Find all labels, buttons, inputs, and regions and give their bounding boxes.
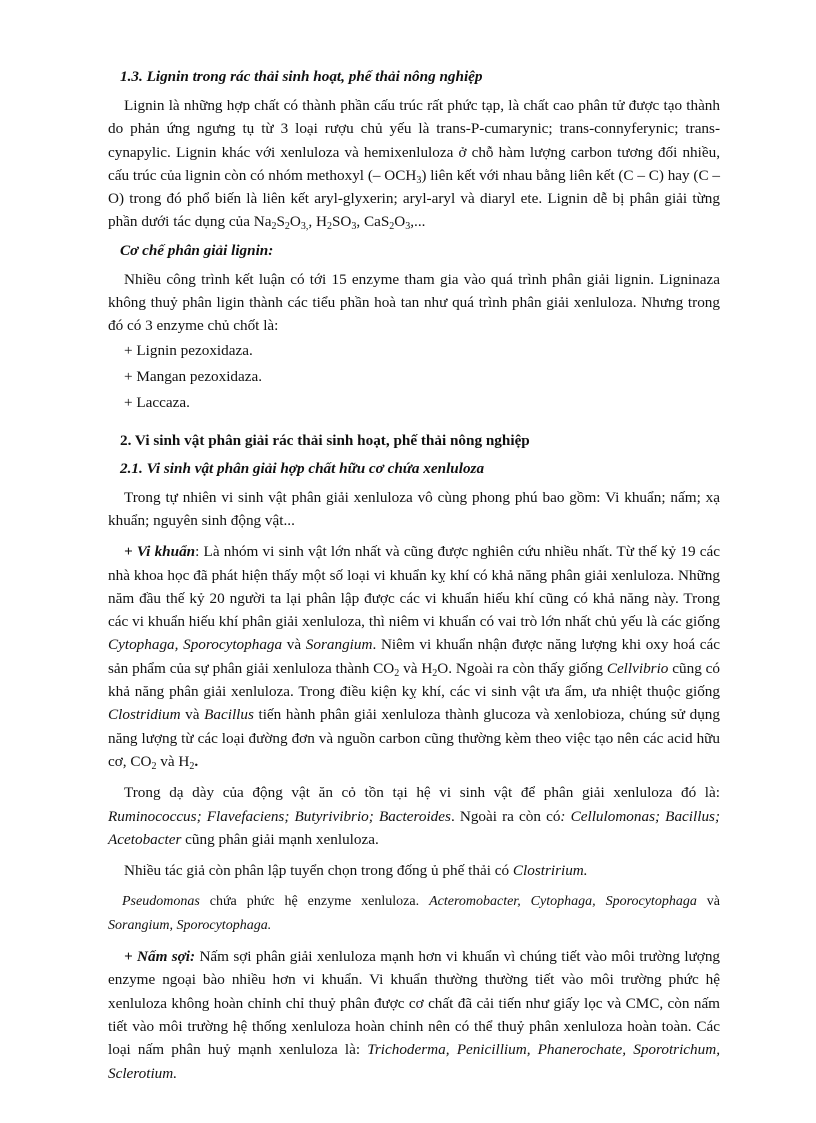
paragraph-lignin-structure: Lignin là những hợp chất có thành phần cấu trúc rất phức tạp, là chất cao phân tử được tạo thành do phản ứng ngưng tụ từ 3 loại rượu chủ yếu là trans-P-cumarynic; trans-connyferynic; trans-cynapylic. Lignin khác với xenluloza và hemixenluloza ở chỗ hàm lượng carbon tương đối nhiều, cấu trúc của lignin còn có nhóm methoxyl (– $OCH_3$) liên kết với nhau bằng liên kết (C – C) hay (C – O) trong đó phổ biến là liên kết aryl-glyxerin; aryl-aryl và diaryl ete. Lignin dễ bị phân giải từng phần dưới tác dụng của $Na_2S_2O_{3,}$, $H_2SO_3$, $CaS_2O_3$,... — [108, 97, 721, 233]
list-item: + Lignin pezoxidaza. — [124, 341, 253, 359]
section-heading-2-1: 2.1. Vi sinh vật phân giải hợp chất hữu cơ chứa xenluloza — [120, 459, 485, 477]
document-page — [108, 66, 720, 1085]
paragraph-cellulose-microbes: Trong tự nhiên vi sinh vật phân giải xenluloza vô cùng phong phú bao gồm: Vi khuẩn; nấm; xạ khuẩn; nguyên sinh động vật... — [108, 488, 720, 529]
paragraph-pseudomonas: Pseudomonas chứa phức hệ enzyme xenluloza. Acteromobacter, Cytophaga, Sporocytophaga và Sorangium, Sporocytophaga. — [108, 894, 721, 933]
paragraph-compost: Nhiều tác giả còn phân lập tuyển chọn trong đống ủ phế thải có Clostririum. — [124, 862, 588, 880]
paragraph-lignin-enzymes: Nhiều công trình kết luận có tới 15 enzyme tham gia vào quá trình phân giải lignin. Ligninaza không thuỷ phân ligin thành các tiểu phần hoà tan như quá trình phân giải xenluloza. Nhưng trong đó có 3 enzyme chủ chốt là: — [108, 270, 720, 335]
subheading-lignin-mechanism: Cơ chế phân giải lignin: — [120, 241, 274, 259]
section-heading-2: 2. Vi sinh vật phân giải rác thải sinh hoạt, phế thải nông nghiệp — [120, 431, 530, 449]
list-item: + Mangan pezoxidaza. — [124, 367, 263, 385]
section-heading-1-3: 1.3. Lignin trong rác thải sinh hoạt, phế thải nông nghiệp — [120, 68, 483, 85]
paragraph-rumen: Trong dạ dày của động vật ăn cỏ tồn tại hệ vi sinh vật để phân giải xenluloza đó là: Ruminococcus; Flavefaciens; Butyrivibrio; Bacteroides. Ngoài ra còn có: Cellulomonas; Bacillus; Acetobacter cũng phân giải mạnh xenluloza. — [108, 784, 720, 848]
list-item: + Laccaza. — [124, 393, 190, 411]
paragraph-bacteria: + Vi khuẩn: Là nhóm vi sinh vật lớn nhất và cũng được nghiên cứu nhiều nhất. Từ thế kỷ 19 các nhà khoa học đã phát hiện thấy một số loại vi khuẩn kỵ khí có khả năng phân giải xenluloza. Những năm đầu thế kỷ 20 người ta lại phân lập được các vi khuẩn hiếu khí cũng có khả năng này. Trong các vi khuẩn hiếu khí phân giải xenluloza, thì niêm vi khuẩn có vai trò lớn nhất chủ yếu là các giống Cytophaga, Sporocytophaga và Sorangium. Niêm vi khuẩn nhận được năng lượng khi oxy hoá các sản phẩm của sự phân giải xenluloza thành $CO_2$ và $H_2O$. Ngoài ra còn thấy giống Cellvibrio cũng có khả năng phân giải xenluloza. Trong điều kiện kỵ khí, các vi sinh vật ưa ẩm, ưa nhiệt thuộc giống Clostridium và Bacillus tiến hành phân giải xenluloza thành glucoza và xenlobioza, chúng sử dụng năng lượng từ các loại đường đơn và nguồn carbon cũng thường kèm theo việc tạo nên các acid hữu cơ, $CO_2$ và $H_2$. — [108, 543, 720, 772]
paragraph-fungi: + Nấm sợi: Nấm sợi phân giải xenluloza mạnh hơn vi khuẩn vì chúng tiết vào môi trường lượng enzyme ngoại bào nhiều hơn vi khuẩn. Vi khuẩn thường thường tiết vào môi trường phức hệ xenluloza không hoàn chỉnh chỉ thuỷ phân được cơ chất đã cải tiến như giấy lọc và CMC, còn nấm tiết vào môi trường hệ thống xenluloza hoàn chỉnh nên có thể thuỷ phân xenluloza hoàn toàn. Các loại nấm phân huỷ mạnh xenluloza là: Trichoderma, Penicillium, Phanerochate, Sporotrichum, Sclerotium. — [108, 948, 721, 1082]
